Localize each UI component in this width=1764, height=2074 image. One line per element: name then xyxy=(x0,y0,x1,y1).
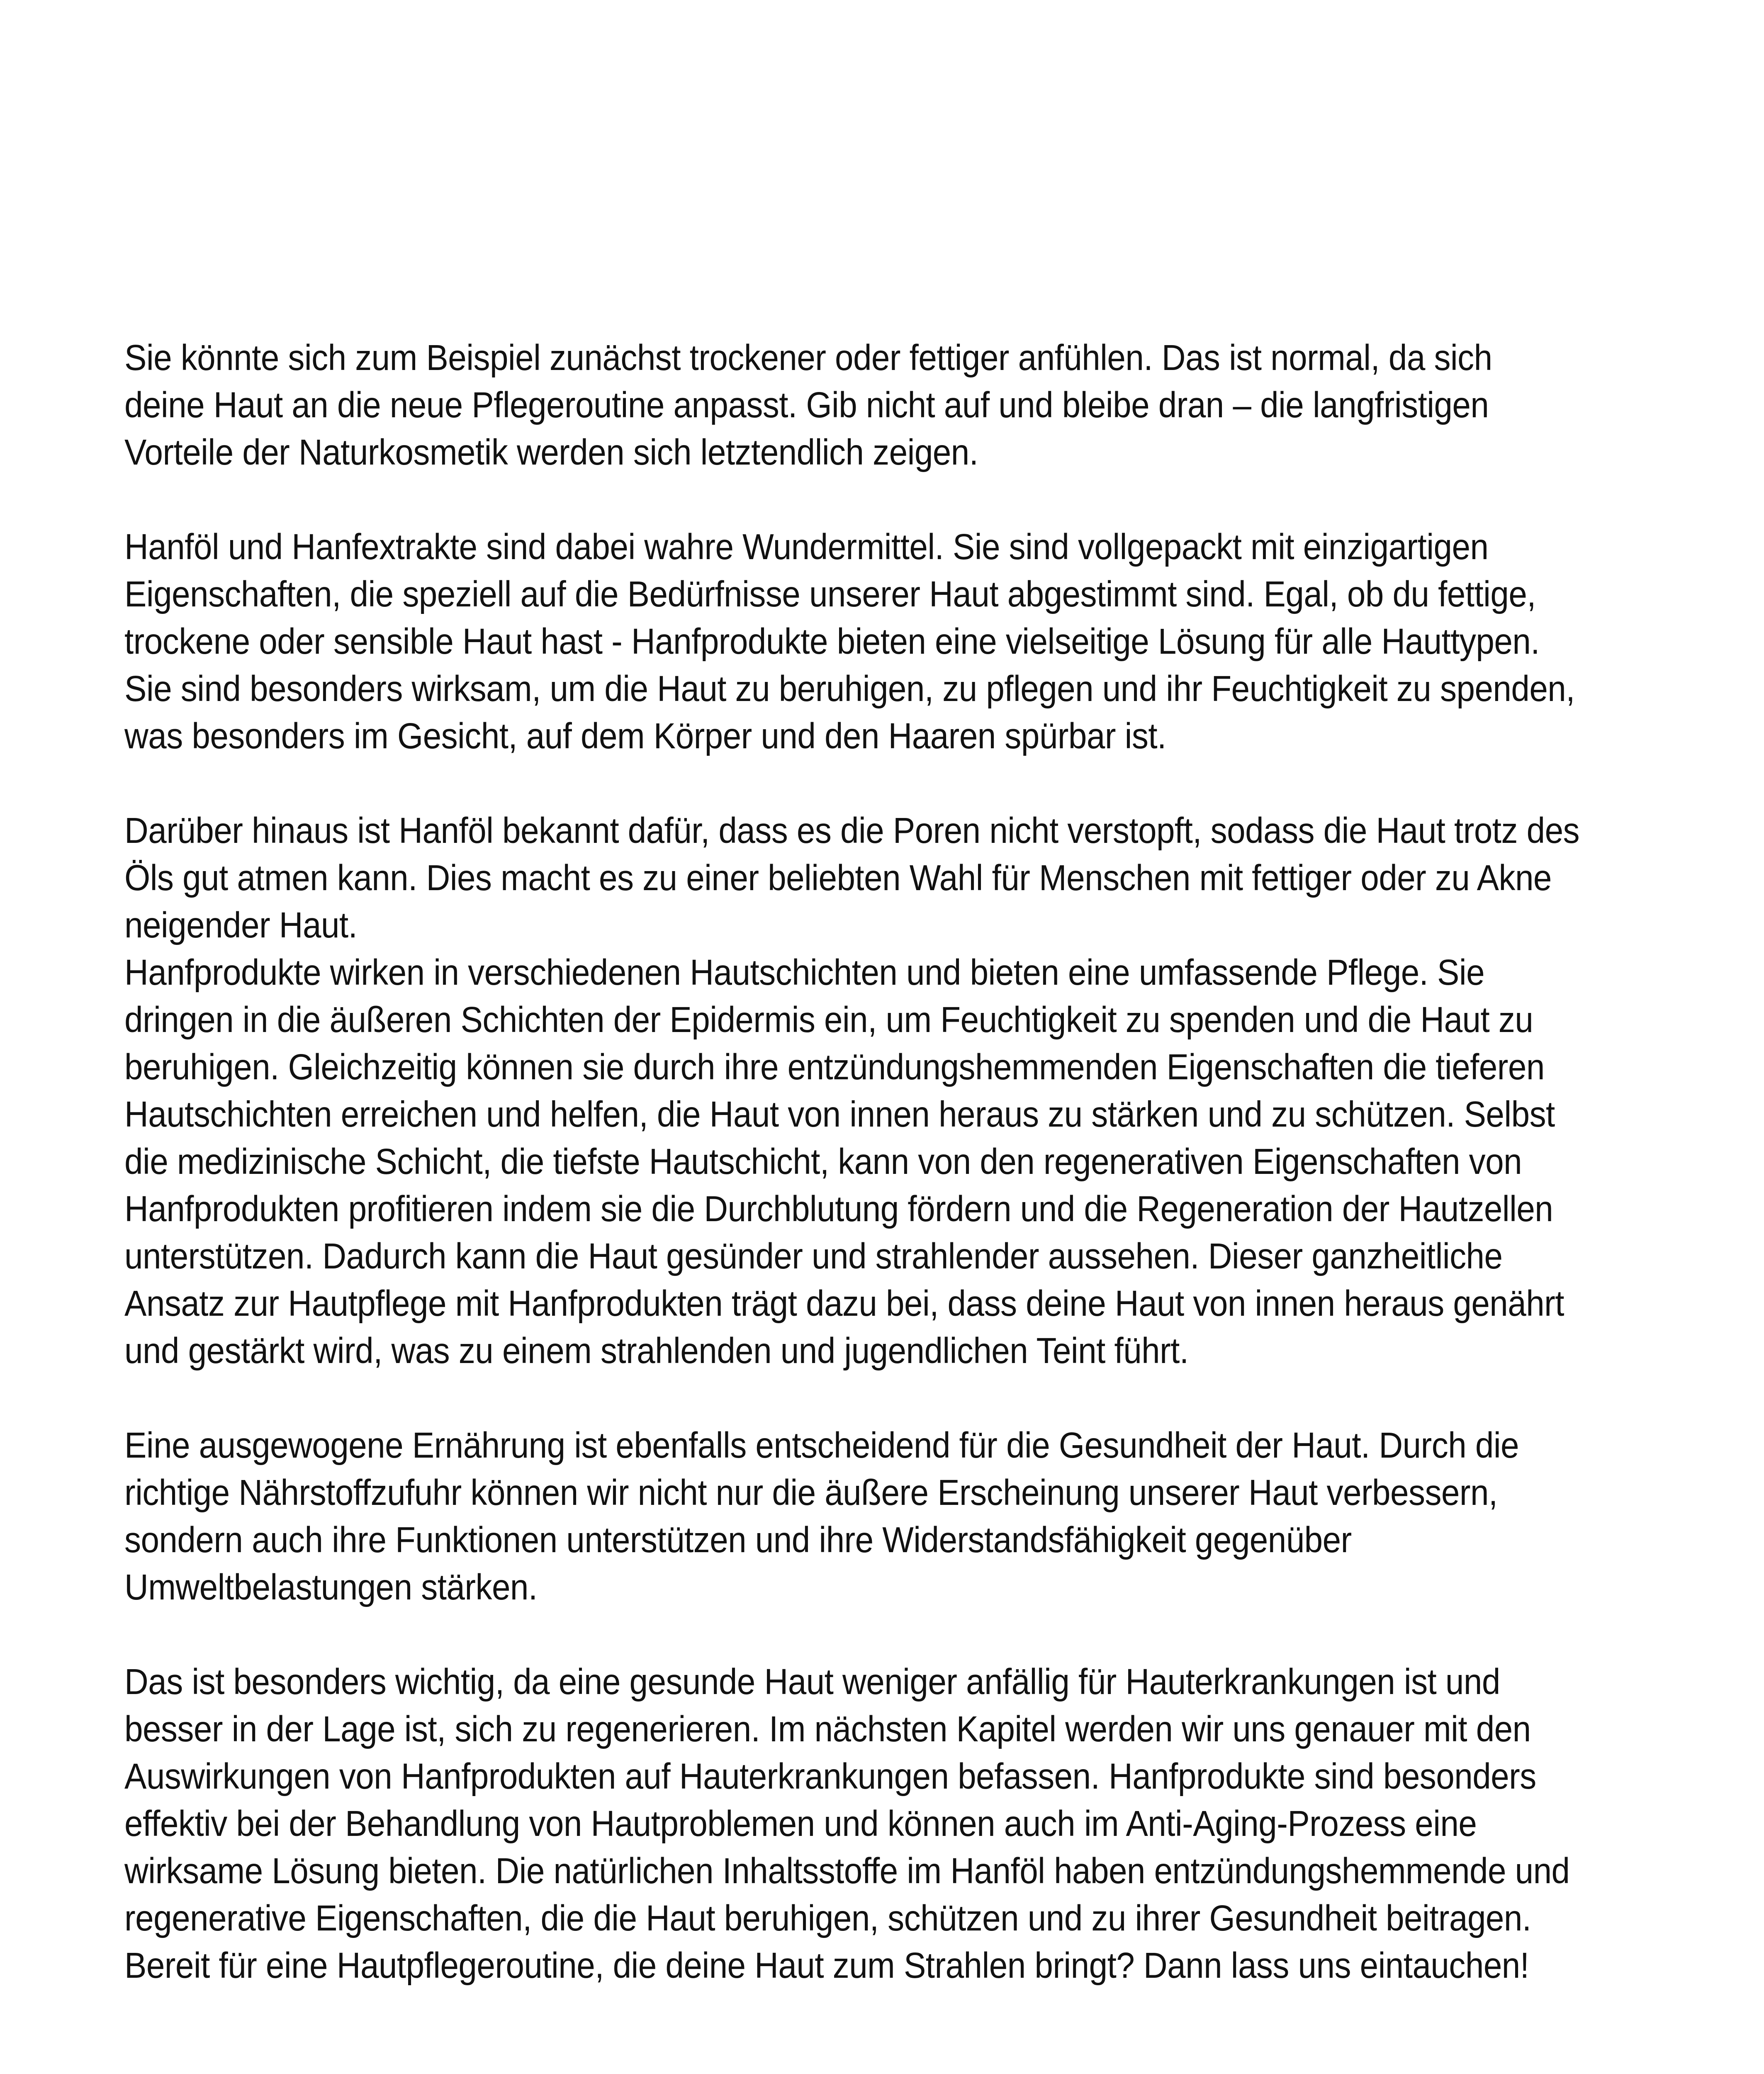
text-line: Eigenschaften, die speziell auf die Bedürfnisse unserer Haut abgestimmt sind. Egal, ob du fettige, xyxy=(124,574,1536,614)
text-line: Sie sind besonders wirksam, um die Haut zu beruhigen, zu pflegen und ihr Feuchtigkeit zu spenden, xyxy=(124,669,1575,709)
text-line: Hanfprodukte wirken in verschiedenen Hautschichten und bieten eine umfassende Pflege. Sie xyxy=(124,952,1485,993)
text-line: besser in der Lage ist, sich zu regenerieren. Im nächsten Kapitel werden wir uns genauer mit den xyxy=(124,1709,1531,1749)
text-line: Eine ausgewogene Ernährung ist ebenfalls entscheidend für die Gesundheit der Haut. Durch die xyxy=(124,1425,1519,1465)
text-line: Hanföl und Hanfextrakte sind dabei wahre Wundermittel. Sie sind vollgepackt mit einzigartigen xyxy=(124,527,1489,567)
text-line: beruhigen. Gleichzeitig können sie durch ihre entzündungshemmenden Eigenschaften die tieferen xyxy=(124,1047,1545,1087)
text-line: Hautschichten erreichen und helfen, die Haut von innen heraus zu stärken und zu schützen. Selbst xyxy=(124,1094,1555,1134)
text-line: wirksame Lösung bieten. Die natürlichen Inhaltsstoffe im Hanföl haben entzündungshemmende und xyxy=(124,1851,1570,1891)
text-line: trockene oder sensible Haut hast - Hanfprodukte bieten eine vielseitige Lösung für alle Hauttypen. xyxy=(124,621,1540,662)
text-line: Öls gut atmen kann. Dies macht es zu einer beliebten Wahl für Menschen mit fettiger oder zu Akne xyxy=(124,858,1552,898)
paragraph-1 xyxy=(124,334,1536,476)
text-line: Sie könnte sich zum Beispiel zunächst trockener oder fettiger anfühlen. Das ist normal, da sich xyxy=(124,338,1492,378)
body-text xyxy=(124,334,1580,1989)
text-line: die medizinische Schicht, die tiefste Hautschicht, kann von den regenerativen Eigenschaften von xyxy=(124,1142,1522,1182)
paragraph-2 xyxy=(124,523,1575,760)
text-line: Umweltbelastungen stärken. xyxy=(124,1567,538,1607)
paragraph-4 xyxy=(124,949,1564,1375)
text-line: Darüber hinaus ist Hanföl bekannt dafür, dass es die Poren nicht verstopft, sodass die Haut trotz des xyxy=(124,811,1580,851)
paragraph-3 xyxy=(124,807,1580,949)
text-line: richtige Nährstoffzufuhr können wir nicht nur die äußere Erscheinung unserer Haut verbessern, xyxy=(124,1473,1498,1513)
paragraph-gap xyxy=(124,1375,1536,1422)
text-line: regenerative Eigenschaften, die die Haut beruhigen, schützen und zu ihrer Gesundheit beitragen. xyxy=(124,1898,1531,1938)
text-line: Vorteile der Naturkosmetik werden sich letztendlich zeigen. xyxy=(124,432,978,472)
text-line: Das ist besonders wichtig, da eine gesunde Haut weniger anfällig für Hauterkrankungen ist und xyxy=(124,1662,1500,1702)
text-line: neigender Haut. xyxy=(124,905,358,945)
paragraph-gap xyxy=(124,1611,1536,1658)
text-line: Ansatz zur Hautpflege mit Hanfprodukten trägt dazu bei, dass deine Haut von innen heraus genährt xyxy=(124,1283,1564,1324)
text-line: deine Haut an die neue Pflegeroutine anpasst. Gib nicht auf und bleibe dran – die langfristigen xyxy=(124,385,1489,425)
text-line: effektiv bei der Behandlung von Hautproblemen und können auch im Anti-Aging-Prozess eine xyxy=(124,1804,1477,1844)
paragraph-gap xyxy=(124,476,1536,523)
text-line: und gestärkt wird, was zu einem strahlenden und jugendlichen Teint führt. xyxy=(124,1331,1189,1371)
text-line: Hanfprodukten profitieren indem sie die Durchblutung fördern und die Regeneration der Hautzellen xyxy=(124,1189,1553,1229)
text-line: Bereit für eine Hautpflegeroutine, die deine Haut zum Strahlen bringt? Dann lass uns eintauchen! xyxy=(124,1945,1529,1986)
text-line: sondern auch ihre Funktionen unterstützen und ihre Widerstandsfähigkeit gegenüber xyxy=(124,1520,1352,1560)
text-line: dringen in die äußeren Schichten der Epidermis ein, um Feuchtigkeit zu spenden und die Haut zu xyxy=(124,1000,1533,1040)
text-line: unterstützen. Dadurch kann die Haut gesünder und strahlender aussehen. Dieser ganzheitliche xyxy=(124,1236,1503,1276)
text-line: Auswirkungen von Hanfprodukten auf Hauterkrankungen befassen. Hanfprodukte sind besonders xyxy=(124,1756,1536,1796)
text-line: was besonders im Gesicht, auf dem Körper und den Haaren spürbar ist. xyxy=(124,716,1166,756)
paragraph-5 xyxy=(124,1422,1536,1611)
paragraph-gap xyxy=(124,760,1536,807)
paragraph-6 xyxy=(124,1658,1570,1989)
